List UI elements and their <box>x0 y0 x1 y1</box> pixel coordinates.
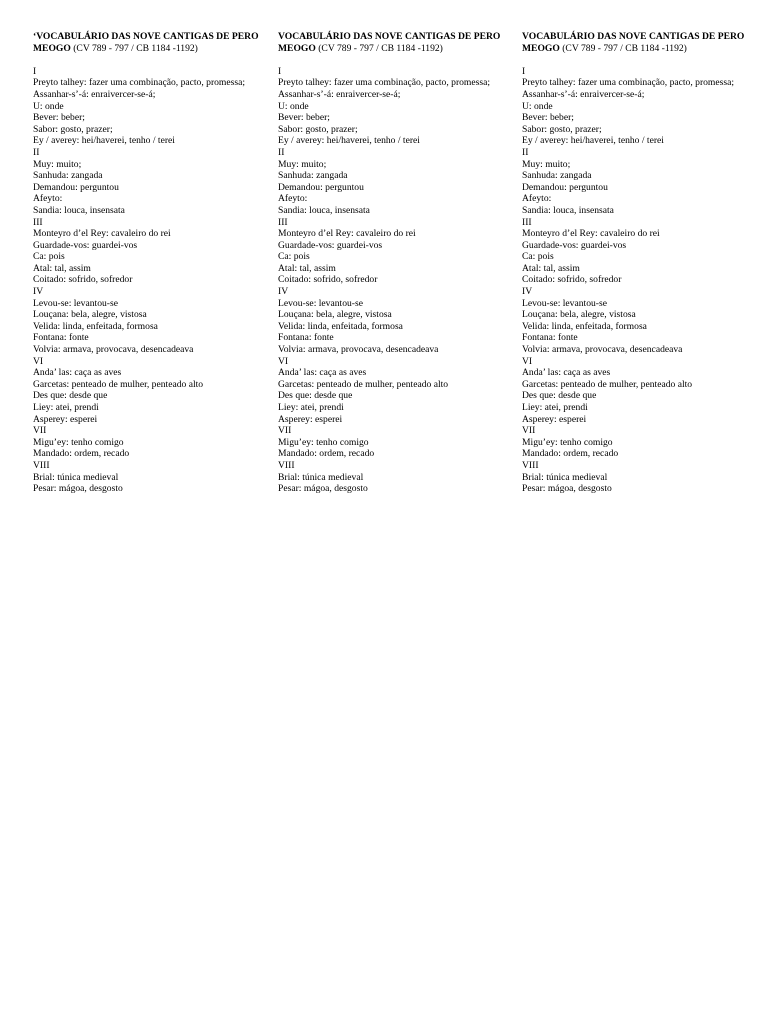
vocabulary-entry: Des que: desde que <box>33 390 108 402</box>
column-title <box>522 31 754 54</box>
section-numeral: I <box>522 65 526 77</box>
section-numeral: IV <box>522 286 533 298</box>
vocabulary-entry: Asperey: esperei <box>278 413 343 425</box>
vocabulary-entry: Liey: atei, prendi <box>278 402 344 413</box>
vocabulary-entry: Afeyto: <box>33 193 63 205</box>
vocabulary-entry: Anda’ las: caça as aves <box>522 367 611 379</box>
vocabulary-entry: Levou-se: levantou-se <box>33 297 118 309</box>
section-numeral: VI <box>278 355 289 367</box>
vocabulary-entry: Ca: pois <box>522 251 554 263</box>
section-numeral: VII <box>522 425 536 437</box>
vocabulary-entry: Afeyto: <box>522 193 552 205</box>
vocabulary-entry: Pesar: mágoa, desgosto <box>522 483 612 495</box>
section-numeral: III <box>522 216 532 228</box>
section-numeral: VII <box>278 425 292 437</box>
section-numeral: VIII <box>522 459 539 471</box>
vocabulary-entry: U: onde <box>278 100 309 112</box>
vocabulary-entry: Monteyro d’el Rey: cavaleiro do rei <box>522 228 660 240</box>
column-title <box>33 31 265 54</box>
section-numeral: II <box>278 146 285 158</box>
vocabulary-entry: Bever: beber; <box>33 112 85 124</box>
title-reference: (CV 789 - 797 / CB 1184 -1192) <box>315 42 443 54</box>
vocabulary-entry: Brial: túnica medieval <box>33 471 119 483</box>
section-numeral: I <box>33 65 37 77</box>
vocabulary-entry: Atal: tal, assim <box>278 262 336 274</box>
vocabulary-entry: U: onde <box>522 100 553 112</box>
vocabulary-column-2 <box>278 31 510 495</box>
vocabulary-entry: Migu’ey: tenho comigo <box>278 436 369 448</box>
section-numeral: III <box>278 216 288 228</box>
vocabulary-entry: Assanhar-s’-á: enraivercer-se-á; <box>33 88 156 100</box>
vocabulary-entry: Sabor: gosto, prazer; <box>522 123 602 135</box>
vocabulary-entry: Guardade-vos: guardei-vos <box>33 239 138 251</box>
section-numeral: III <box>33 216 43 228</box>
vocabulary-entry: Asperey: esperei <box>33 413 98 425</box>
vocabulary-entry: Pesar: mágoa, desgosto <box>33 483 123 495</box>
section-numeral: II <box>522 146 529 158</box>
section-numeral: II <box>33 146 40 158</box>
vocabulary-entry: Volvia: armava, provocava, desencadeava <box>278 344 439 356</box>
vocabulary-entry: Anda’ las: caça as aves <box>278 367 367 379</box>
title-bold: ‘VOCABULÁRIO DAS NOVE CANTIGAS DE PERO MEOGO <box>33 31 259 54</box>
title-reference: (CV 789 - 797 / CB 1184 -1192) <box>70 42 198 54</box>
section-numeral: VIII <box>278 459 295 471</box>
vocabulary-entry: Bever: beber; <box>278 112 330 124</box>
vocabulary-entry: Muy: muito; <box>278 158 327 170</box>
vocabulary-entry: Sandia: louca, insensata <box>522 204 614 216</box>
vocabulary-entry: Sanhuda: zangada <box>522 170 592 182</box>
vocabulary-entry: Velida: linda, enfeitada, formosa <box>522 320 647 332</box>
vocabulary-entry: Louçana: bela, alegre, vistosa <box>33 309 147 321</box>
title-reference: (CV 789 - 797 / CB 1184 -1192) <box>559 42 687 54</box>
vocabulary-entry: Des que: desde que <box>278 390 353 402</box>
vocabulary-entry: Demandou: perguntou <box>522 181 608 193</box>
vocabulary-entry: Liey: atei, prendi <box>522 402 588 413</box>
vocabulary-entry: Sabor: gosto, prazer; <box>278 123 358 135</box>
vocabulary-entry: Migu’ey: tenho comigo <box>33 436 124 448</box>
vocabulary-entry: Migu’ey: tenho comigo <box>522 436 613 448</box>
vocabulary-entry: Anda’ las: caça as aves <box>33 367 122 379</box>
vocabulary-entry: Volvia: armava, provocava, desencadeava <box>522 344 683 356</box>
vocabulary-entry: Ca: pois <box>278 251 310 263</box>
vocabulary-entry: Assanhar-s’-á: enraivercer-se-á; <box>278 88 401 100</box>
section-numeral: IV <box>278 286 289 298</box>
vocabulary-entry: Monteyro d’el Rey: cavaleiro do rei <box>33 228 171 240</box>
vocabulary-entry: Atal: tal, assim <box>522 262 580 274</box>
vocabulary-entry: Garcetas: penteado de mulher, penteado alto <box>33 378 204 390</box>
vocabulary-list <box>33 66 265 495</box>
vocabulary-entry: Muy: muito; <box>33 158 82 170</box>
vocabulary-entry: Mandado: ordem, recado <box>33 448 130 460</box>
vocabulary-entry: Brial: túnica medieval <box>278 471 364 483</box>
vocabulary-column-1 <box>33 31 265 495</box>
vocabulary-entry: Sanhuda: zangada <box>33 170 103 182</box>
vocabulary-entry: Demandou: perguntou <box>33 181 119 193</box>
vocabulary-entry: Sabor: gosto, prazer; <box>33 123 113 135</box>
vocabulary-entry: Ey / averey: hei/haverei, tenho / terei <box>33 135 175 147</box>
vocabulary-entry: Brial: túnica medieval <box>522 471 608 483</box>
vocabulary-entry: Ey / averey: hei/haverei, tenho / terei <box>278 135 420 147</box>
vocabulary-entry: Mandado: ordem, recado <box>278 448 375 460</box>
vocabulary-entry: Louçana: bela, alegre, vistosa <box>522 309 636 321</box>
vocabulary-entry: Muy: muito; <box>522 158 571 170</box>
vocabulary-entry: Fontana: fonte <box>278 332 334 344</box>
section-numeral: VI <box>33 355 44 367</box>
vocabulary-list <box>278 66 510 495</box>
vocabulary-entry: Coitado: sofrido, sofredor <box>278 274 378 286</box>
vocabulary-entry: Ca: pois <box>33 251 65 263</box>
vocabulary-entry: Ey / averey: hei/haverei, tenho / terei <box>522 135 664 147</box>
title-bold: VOCABULÁRIO DAS NOVE CANTIGAS DE PERO MEOGO <box>522 31 745 54</box>
vocabulary-entry: Guardade-vos: guardei-vos <box>522 239 627 251</box>
vocabulary-entry: Velida: linda, enfeitada, formosa <box>278 320 403 332</box>
section-numeral: VI <box>522 355 533 367</box>
vocabulary-entry: Garcetas: penteado de mulher, penteado alto <box>522 378 693 390</box>
section-numeral: VIII <box>33 459 50 471</box>
vocabulary-entry: Coitado: sofrido, sofredor <box>522 274 622 286</box>
title-bold: VOCABULÁRIO DAS NOVE CANTIGAS DE PERO MEOGO <box>278 31 501 54</box>
column-title <box>278 31 510 54</box>
vocabulary-entry: Bever: beber; <box>522 112 574 124</box>
vocabulary-entry: Levou-se: levantou-se <box>522 297 607 309</box>
vocabulary-entry: Sanhuda: zangada <box>278 170 348 182</box>
section-numeral: IV <box>33 286 44 298</box>
vocabulary-entry: Garcetas: penteado de mulher, penteado alto <box>278 378 449 390</box>
vocabulary-entry: Louçana: bela, alegre, vistosa <box>278 309 392 321</box>
vocabulary-entry: Volvia: armava, provocava, desencadeava <box>33 344 194 356</box>
section-numeral: VII <box>33 425 47 437</box>
vocabulary-entry: Coitado: sofrido, sofredor <box>33 274 133 286</box>
vocabulary-entry: Demandou: perguntou <box>278 181 364 193</box>
vocabulary-entry: Monteyro d’el Rey: cavaleiro do rei <box>278 228 416 240</box>
vocabulary-entry: Preyto talhey: fazer uma combinação, pacto, promessa; <box>522 77 735 89</box>
section-numeral: I <box>278 65 282 77</box>
vocabulary-entry: Des que: desde que <box>522 390 597 402</box>
vocabulary-entry: Liey: atei, prendi <box>33 402 99 413</box>
vocabulary-entry: Asperey: esperei <box>522 413 587 425</box>
vocabulary-entry: Fontana: fonte <box>522 332 578 344</box>
vocabulary-entry: Pesar: mágoa, desgosto <box>278 483 368 495</box>
vocabulary-entry: Velida: linda, enfeitada, formosa <box>33 320 158 332</box>
vocabulary-entry: Guardade-vos: guardei-vos <box>278 239 383 251</box>
vocabulary-entry: Afeyto: <box>278 193 308 205</box>
vocabulary-entry: Sandia: louca, insensata <box>33 204 125 216</box>
vocabulary-entry: Preyto talhey: fazer uma combinação, pacto, promessa; <box>33 77 246 89</box>
vocabulary-list <box>522 66 754 495</box>
vocabulary-entry: Levou-se: levantou-se <box>278 297 363 309</box>
vocabulary-column-3 <box>522 31 754 495</box>
vocabulary-entry: Fontana: fonte <box>33 332 89 344</box>
vocabulary-entry: Sandia: louca, insensata <box>278 204 370 216</box>
vocabulary-entry: Assanhar-s’-á: enraivercer-se-á; <box>522 88 645 100</box>
vocabulary-entry: U: onde <box>33 100 64 112</box>
vocabulary-entry: Mandado: ordem, recado <box>522 448 619 460</box>
vocabulary-entry: Preyto talhey: fazer uma combinação, pacto, promessa; <box>278 77 491 89</box>
vocabulary-entry: Atal: tal, assim <box>33 262 91 274</box>
